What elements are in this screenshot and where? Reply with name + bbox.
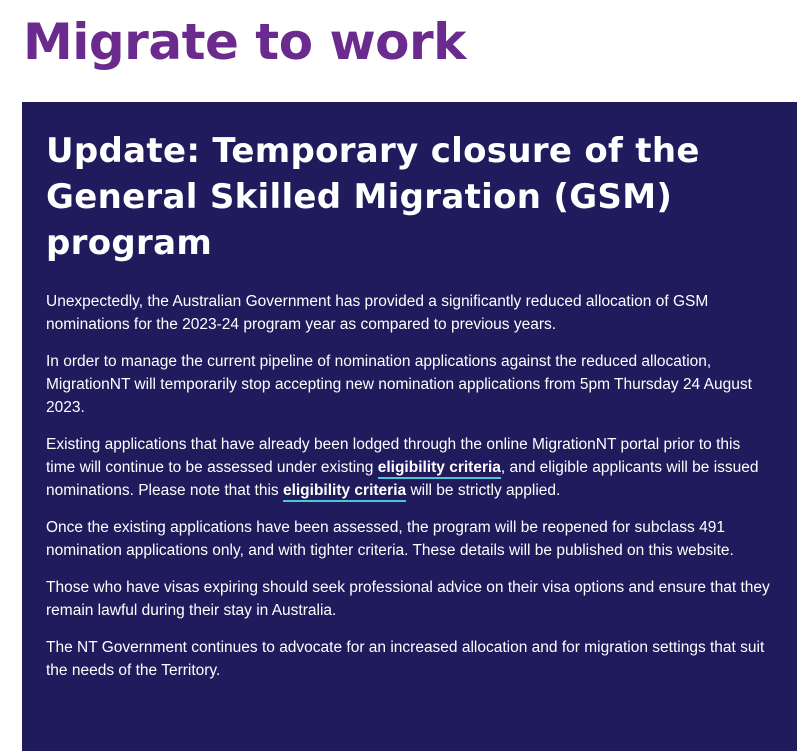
notice-paragraph-3 <box>46 433 773 502</box>
eligibility-criteria-link[interactable]: eligibility criteria <box>378 459 501 479</box>
notice-paragraph-3-text-b: , and eligible applicants will be issued nominations. Please note that this <box>46 459 759 499</box>
notice-panel <box>22 102 797 751</box>
notice-paragraph-4: Once the existing applications have been assessed, the program will be reopened for subclass 491 nomination applications only, and with tighter criteria. These details will be published on this website. <box>46 519 734 559</box>
notice-heading: Update: Temporary closure of the General Skilled Migration (GSM) program <box>46 131 700 263</box>
notice-paragraph-5: Those who have visas expiring should seek professional advice on their visa options and ensure that they remain lawful during their stay in Australia. <box>46 579 770 619</box>
notice-paragraph-1: Unexpectedly, the Australian Government has provided a significantly reduced allocation of GSM nominations for the 2023-24 program year as compared to previous years. <box>46 293 709 333</box>
notice-paragraph-3-text-c: will be strictly applied. <box>406 482 561 499</box>
notice-paragraph-6: The NT Government continues to advocate for an increased allocation and for migration settings that suit the needs of the Territory. <box>46 639 765 679</box>
page-title: Migrate to work <box>23 13 466 71</box>
eligibility-criteria-link-2[interactable]: eligibility criteria <box>283 482 406 502</box>
notice-paragraph-3-text-a: Existing applications that have already been lodged through the online MigrationNT portal prior to this time will continue to be assessed under existing <box>46 436 741 476</box>
notice-paragraph-2: In order to manage the current pipeline of nomination applications against the reduced allocation, MigrationNT will temporarily stop accepting new nomination applications from 5pm Thursday 24 August 2023. <box>46 353 752 416</box>
